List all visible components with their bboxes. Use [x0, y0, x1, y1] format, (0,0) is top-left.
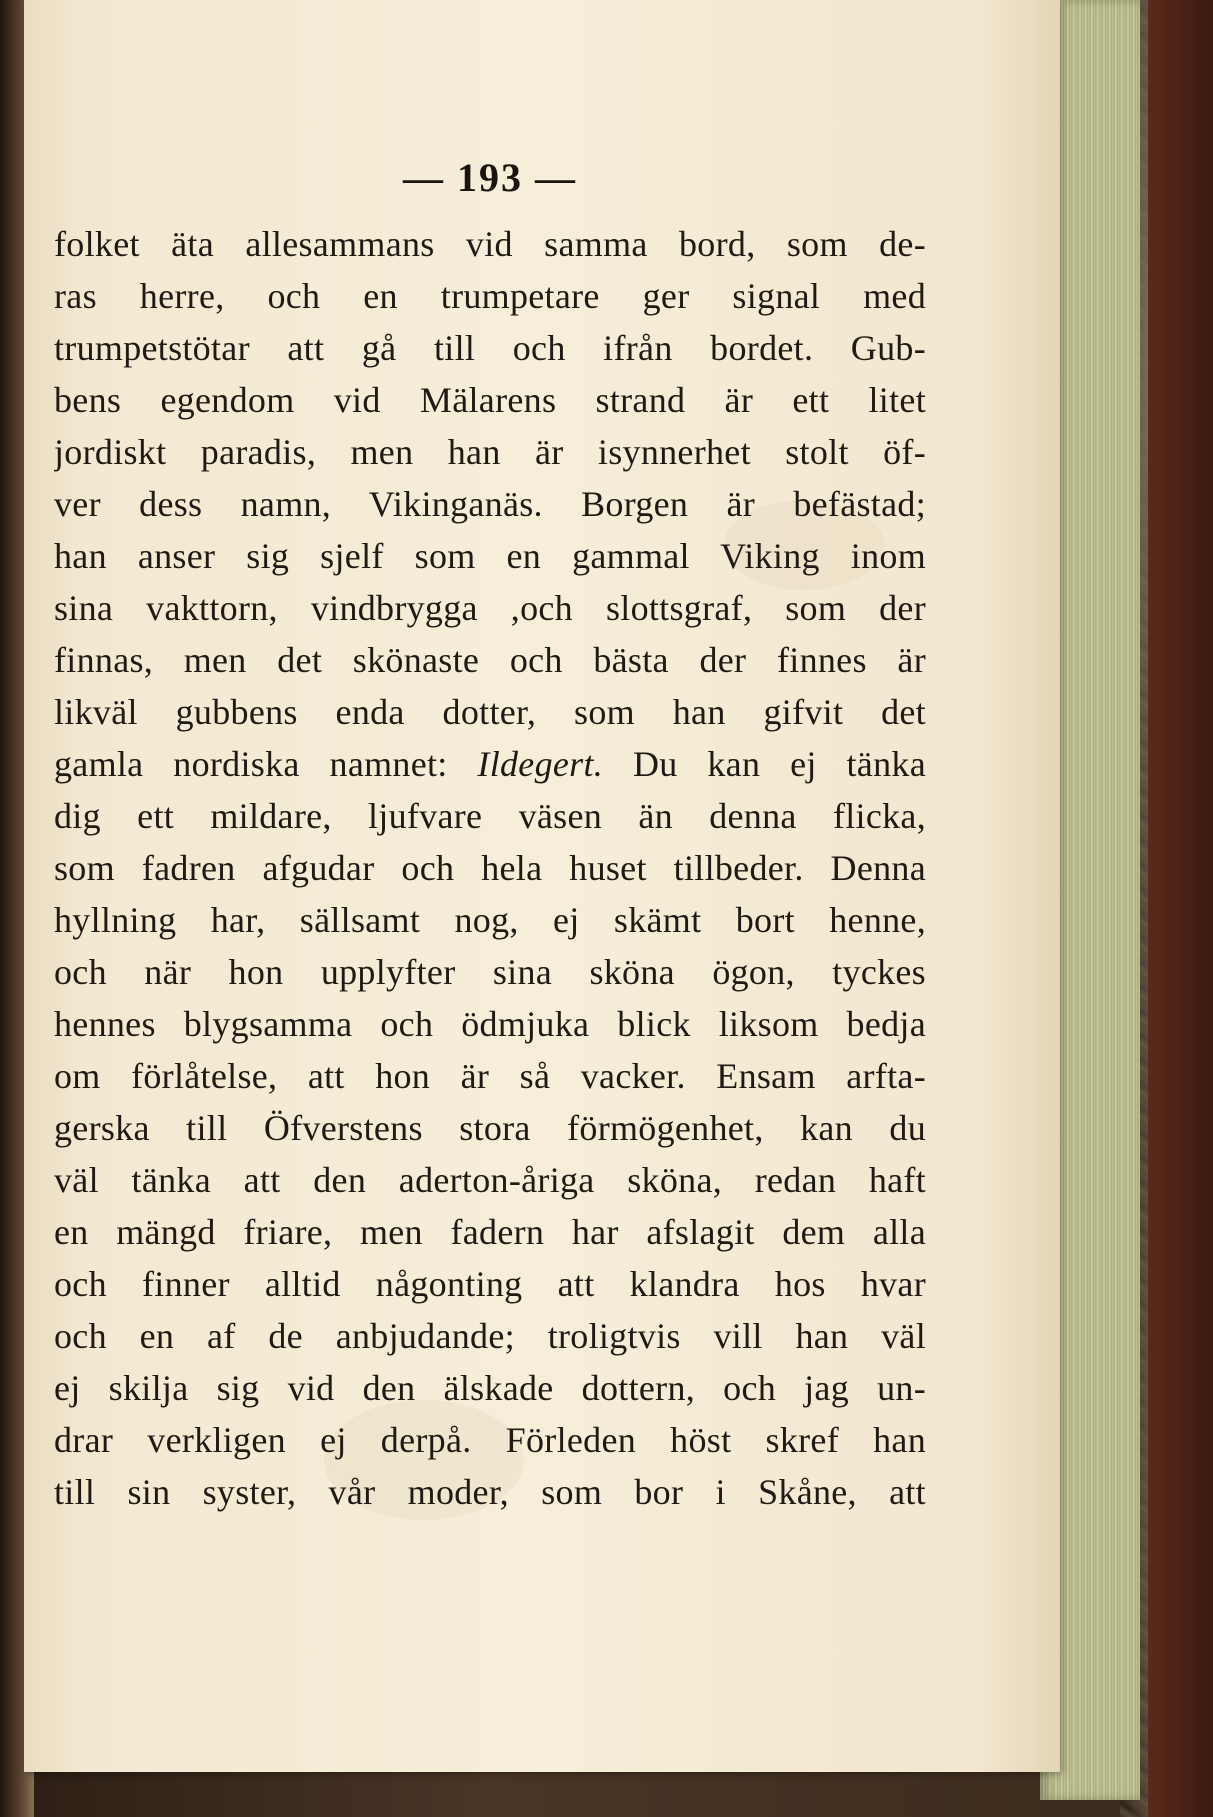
- text-line: trumpetstötar att gå till och ifrån bordet. Gub-: [54, 328, 926, 368]
- text-line: likväl gubbens enda dotter, som han gifvit det: [54, 692, 926, 732]
- text-line: och när hon upplyfter sina sköna ögon, tyckes: [54, 952, 926, 992]
- text-line: till sin syster, vår moder, som bor i Skåne, att: [54, 1472, 926, 1512]
- text-line: sina vakttorn, vindbrygga ,och slottsgraf, som der: [54, 588, 926, 628]
- text-line-start: gamla nordiska namnet:: [54, 744, 448, 784]
- text-line: drar verkligen ej derpå. Förleden höst skref han: [54, 1420, 926, 1460]
- text-line: och en af de anbjudande; troligtvis vill han väl: [54, 1316, 926, 1356]
- text-line: bens egendom vid Mälarens strand är ett litet: [54, 380, 926, 420]
- text-line: och finner alltid någonting att klandra hos hvar: [54, 1264, 926, 1304]
- text-line: ej skilja sig vid den älskade dottern, och jag un-: [54, 1368, 926, 1408]
- text-line: som fadren afgudar och hela huset tillbeder. Denna: [54, 848, 926, 888]
- text-line: dig ett mildare, ljufvare väsen än denna flicka,: [54, 796, 926, 836]
- text-line: väl tänka att den aderton-åriga sköna, redan haft: [54, 1160, 926, 1200]
- text-line: en mängd friare, men fadern har afslagit dem alla: [54, 1212, 926, 1252]
- italic-name: Ildegert.: [477, 744, 604, 784]
- text-line-with-italic: [54, 738, 926, 790]
- cover-edge: [1148, 0, 1213, 1817]
- text-line: om förlåtelse, att hon är så vacker. Ensam arfta-: [54, 1056, 926, 1096]
- text-line: hennes blygsamma och ödmjuka blick liksom bedja: [54, 1004, 926, 1044]
- text-line: hyllning har, sällsamt nog, ej skämt bort henne,: [54, 900, 926, 940]
- book-page: [24, 0, 1060, 1772]
- text-line: finnas, men det skönaste och bästa der finnes är: [54, 640, 926, 680]
- text-line: gerska till Öfverstens stora förmögenhet, kan du: [54, 1108, 926, 1148]
- text-line: ver dess namn, Vikinganäs. Borgen är befästad;: [54, 484, 926, 524]
- text-line: folket äta allesammans vid samma bord, som de-: [54, 224, 926, 264]
- text-lines: [54, 218, 926, 1518]
- text-line: han anser sig sjelf som en gammal Viking inom: [54, 536, 926, 576]
- text-line: jordiskt paradis, men han är isynnerhet stolt öf-: [54, 432, 926, 472]
- page-number: — 193 —: [403, 155, 577, 200]
- text-line-end: Du kan ej tänka: [632, 744, 926, 784]
- text-line: ras herre, och en trumpetare ger signal med: [54, 276, 926, 316]
